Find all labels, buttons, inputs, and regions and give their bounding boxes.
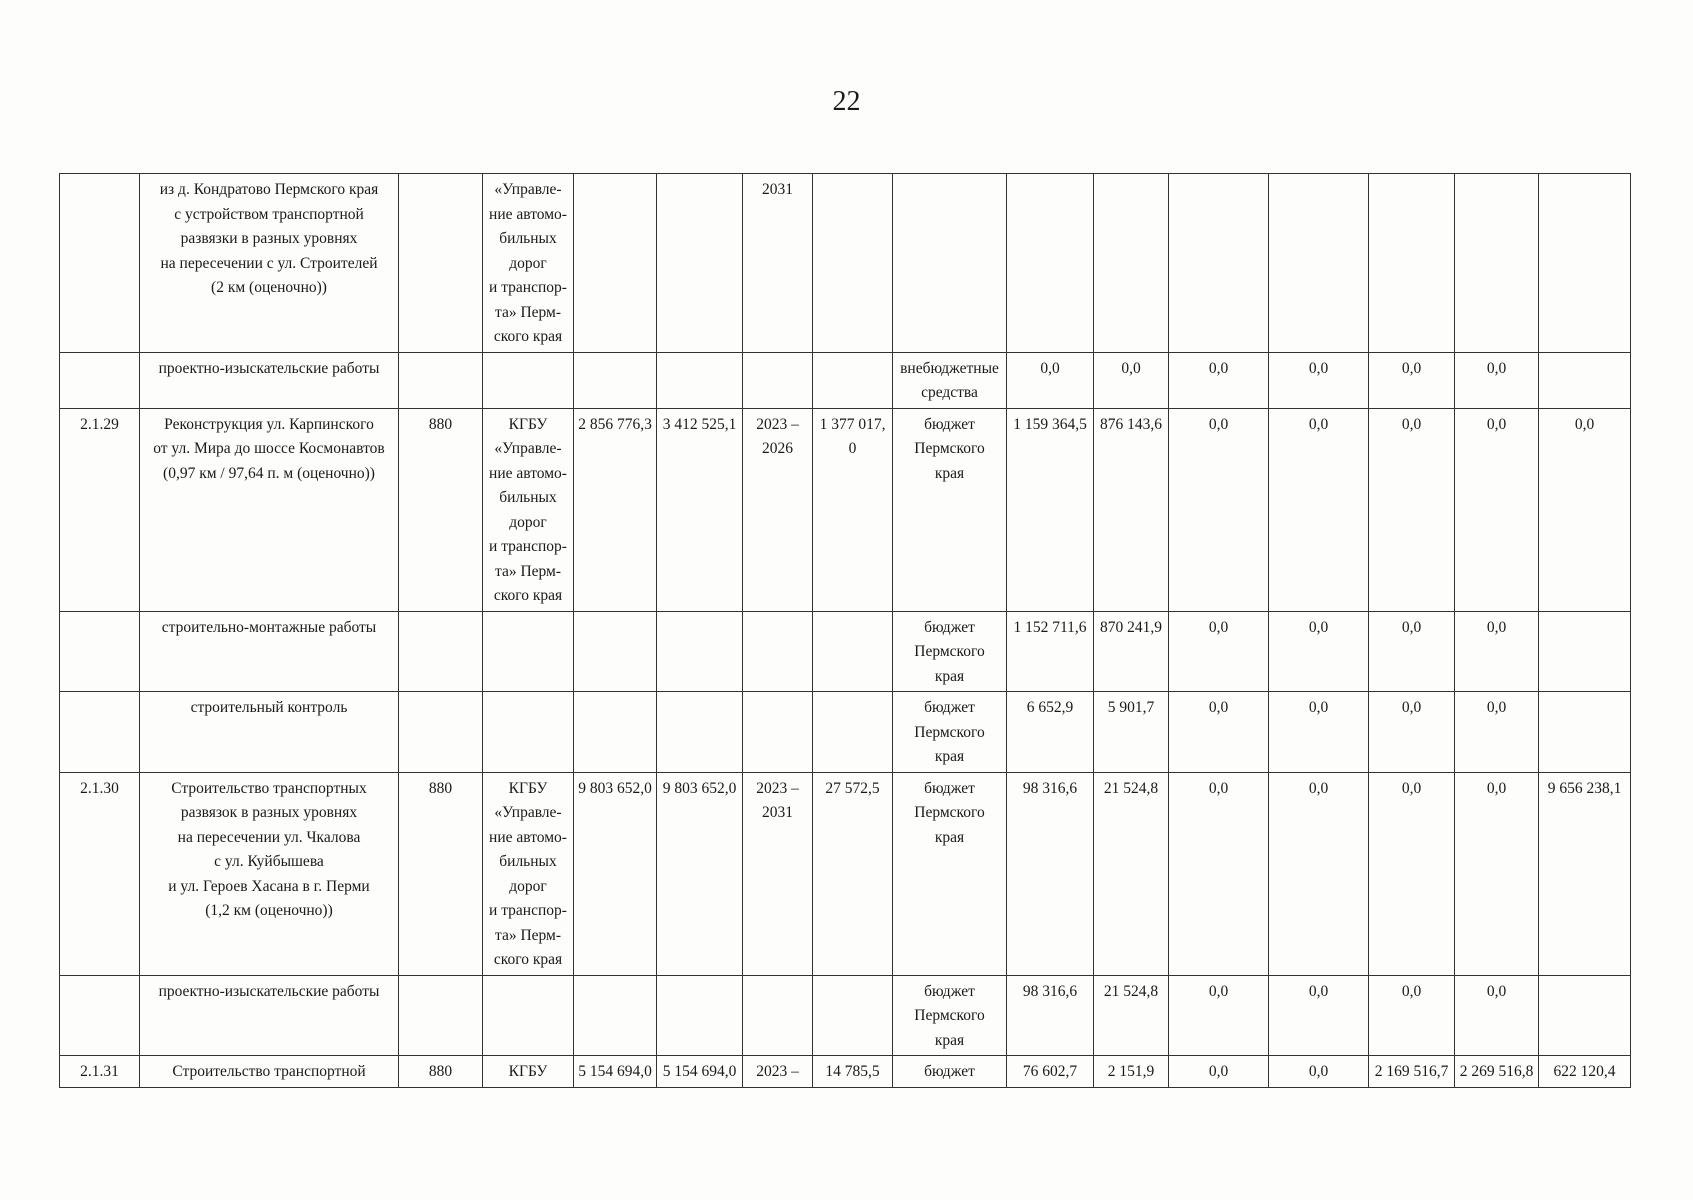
cell-funded-before (813, 611, 893, 692)
cell-year-4: 0,0 (1269, 611, 1369, 692)
cell-grbs-code: 880 (399, 772, 483, 975)
table-row (60, 772, 1631, 975)
cell-year-4: 0,0 (1269, 692, 1369, 773)
cell-year-2: 0,0 (1094, 352, 1169, 408)
cell-year-7: 622 120,4 (1539, 1056, 1631, 1088)
cell-grbs-code (399, 174, 483, 353)
cell-year-6: 0,0 (1455, 352, 1539, 408)
cell-funded-before (813, 352, 893, 408)
cell-customer: КГБУ «Управле- ние автомо- бильных дорог и транспор- та» Перм- ского края (483, 772, 574, 975)
cell-year-3: 0,0 (1169, 692, 1269, 773)
cell-year-6: 0,0 (1455, 975, 1539, 1056)
table-body (60, 174, 1631, 1088)
cell-customer: КГБУ «Управле- ние автомо- бильных дорог и транспор- та» Перм- ского края (483, 408, 574, 611)
cell-customer: КГБУ (483, 1056, 574, 1088)
cell-year-1: 1 152 711,6 (1007, 611, 1094, 692)
cell-year-3: 0,0 (1169, 975, 1269, 1056)
table-row (60, 1056, 1631, 1088)
cell-funding-source: бюджет Пермского края (893, 692, 1007, 773)
cell-estimated-cost: 9 803 652,0 (574, 772, 657, 975)
cell-year-4: 0,0 (1269, 1056, 1369, 1088)
cell-year-3: 0,0 (1169, 352, 1269, 408)
cell-object-name: Строительство транспортной (140, 1056, 399, 1088)
cell-customer (483, 611, 574, 692)
cell-year-2: 21 524,8 (1094, 975, 1169, 1056)
cell-year-1: 98 316,6 (1007, 772, 1094, 975)
cell-year-4: 0,0 (1269, 772, 1369, 975)
table-row (60, 408, 1631, 611)
cell-row-number (60, 975, 140, 1056)
cell-customer (483, 692, 574, 773)
cell-estimated-cost (574, 352, 657, 408)
cell-funded-before: 14 785,5 (813, 1056, 893, 1088)
cell-estimated-cost (574, 174, 657, 353)
cell-funded-before: 27 572,5 (813, 772, 893, 975)
cell-total-cost: 9 803 652,0 (657, 772, 743, 975)
cell-object-name: строительный контроль (140, 692, 399, 773)
cell-funded-before: 1 377 017, 0 (813, 408, 893, 611)
cell-estimated-cost: 5 154 694,0 (574, 1056, 657, 1088)
cell-year-3: 0,0 (1169, 408, 1269, 611)
cell-year-7: 0,0 (1539, 408, 1631, 611)
cell-object-name: проектно-изыскательские работы (140, 975, 399, 1056)
cell-year-1: 98 316,6 (1007, 975, 1094, 1056)
cell-estimated-cost (574, 975, 657, 1056)
cell-funding-source: бюджет Пермского края (893, 611, 1007, 692)
cell-year-6 (1455, 174, 1539, 353)
cell-grbs-code (399, 611, 483, 692)
cell-year-5: 0,0 (1369, 408, 1455, 611)
cell-estimated-cost (574, 692, 657, 773)
cell-object-name: строительно-монтажные работы (140, 611, 399, 692)
cell-year-7 (1539, 975, 1631, 1056)
cell-year-5: 0,0 (1369, 611, 1455, 692)
cell-grbs-code (399, 352, 483, 408)
cell-year-2: 5 901,7 (1094, 692, 1169, 773)
cell-row-number: 2.1.30 (60, 772, 140, 975)
cell-total-cost (657, 352, 743, 408)
cell-year-5: 0,0 (1369, 352, 1455, 408)
cell-total-cost (657, 611, 743, 692)
cell-object-name: Реконструкция ул. Карпинского от ул. Мира до шоссе Космонавтов (0,97 км / 97,64 п. м (оценочно)) (140, 408, 399, 611)
cell-funding-source (893, 174, 1007, 353)
cell-row-number (60, 174, 140, 353)
cell-year-2 (1094, 174, 1169, 353)
cell-funded-before (813, 975, 893, 1056)
cell-year-6: 0,0 (1455, 408, 1539, 611)
cell-funded-before (813, 692, 893, 773)
cell-object-name: Строительство транспортных развязок в разных уровнях на пересечении ул. Чкалова с ул. Куйбышева и ул. Героев Хасана в г. Перми (1,2 км (оценочно)) (140, 772, 399, 975)
cell-year-6: 0,0 (1455, 772, 1539, 975)
table-row (60, 975, 1631, 1056)
cell-customer: «Управле- ние автомо- бильных дорог и транспор- та» Перм- ского края (483, 174, 574, 353)
cell-year-5: 2 169 516,7 (1369, 1056, 1455, 1088)
cell-year-3: 0,0 (1169, 772, 1269, 975)
cell-grbs-code: 880 (399, 408, 483, 611)
budget-table (59, 173, 1631, 1088)
cell-year-3 (1169, 174, 1269, 353)
cell-year-3: 0,0 (1169, 611, 1269, 692)
cell-object-name: проектно-изыскательские работы (140, 352, 399, 408)
cell-year-7 (1539, 174, 1631, 353)
table-row (60, 611, 1631, 692)
cell-total-cost (657, 692, 743, 773)
cell-funding-source: бюджет Пермского края (893, 772, 1007, 975)
cell-year-2: 870 241,9 (1094, 611, 1169, 692)
cell-year-5: 0,0 (1369, 692, 1455, 773)
cell-year-3: 0,0 (1169, 1056, 1269, 1088)
cell-grbs-code (399, 692, 483, 773)
cell-total-cost: 3 412 525,1 (657, 408, 743, 611)
cell-funding-source: бюджет Пермского края (893, 975, 1007, 1056)
cell-row-number: 2.1.31 (60, 1056, 140, 1088)
cell-period: 2023 – 2031 (743, 772, 813, 975)
cell-funding-source: бюджет Пермского края (893, 408, 1007, 611)
page-number: 22 (832, 86, 861, 117)
cell-row-number (60, 352, 140, 408)
cell-year-1: 0,0 (1007, 352, 1094, 408)
cell-year-1: 1 159 364,5 (1007, 408, 1094, 611)
cell-year-4: 0,0 (1269, 975, 1369, 1056)
cell-year-7 (1539, 692, 1631, 773)
cell-total-cost (657, 975, 743, 1056)
cell-year-4 (1269, 174, 1369, 353)
table-row (60, 692, 1631, 773)
cell-year-1: 6 652,9 (1007, 692, 1094, 773)
cell-year-2: 2 151,9 (1094, 1056, 1169, 1088)
cell-year-6: 0,0 (1455, 692, 1539, 773)
cell-period: 2023 – (743, 1056, 813, 1088)
cell-customer (483, 975, 574, 1056)
cell-period: 2031 (743, 174, 813, 353)
cell-funding-source: бюджет (893, 1056, 1007, 1088)
cell-period (743, 352, 813, 408)
cell-row-number (60, 692, 140, 773)
cell-year-5: 0,0 (1369, 975, 1455, 1056)
cell-row-number (60, 611, 140, 692)
cell-year-2: 876 143,6 (1094, 408, 1169, 611)
cell-year-7 (1539, 352, 1631, 408)
cell-year-4: 0,0 (1269, 352, 1369, 408)
cell-year-6: 2 269 516,8 (1455, 1056, 1539, 1088)
cell-funding-source: внебюджетные средства (893, 352, 1007, 408)
cell-year-4: 0,0 (1269, 408, 1369, 611)
cell-year-1: 76 602,7 (1007, 1056, 1094, 1088)
cell-row-number: 2.1.29 (60, 408, 140, 611)
cell-grbs-code: 880 (399, 1056, 483, 1088)
cell-year-5: 0,0 (1369, 772, 1455, 975)
cell-total-cost (657, 174, 743, 353)
cell-year-5 (1369, 174, 1455, 353)
cell-period (743, 692, 813, 773)
table-row (60, 174, 1631, 353)
cell-year-7 (1539, 611, 1631, 692)
cell-year-6: 0,0 (1455, 611, 1539, 692)
cell-total-cost: 5 154 694,0 (657, 1056, 743, 1088)
cell-funded-before (813, 174, 893, 353)
cell-period: 2023 – 2026 (743, 408, 813, 611)
cell-estimated-cost (574, 611, 657, 692)
cell-year-2: 21 524,8 (1094, 772, 1169, 975)
cell-customer (483, 352, 574, 408)
cell-estimated-cost: 2 856 776,3 (574, 408, 657, 611)
cell-object-name: из д. Кондратово Пермского края с устройством транспортной развязки в разных уровнях на пересечении с ул. Строителей (2 км (оценочно)) (140, 174, 399, 353)
cell-year-7: 9 656 238,1 (1539, 772, 1631, 975)
cell-period (743, 611, 813, 692)
table-row (60, 352, 1631, 408)
cell-grbs-code (399, 975, 483, 1056)
cell-period (743, 975, 813, 1056)
cell-year-1 (1007, 174, 1094, 353)
